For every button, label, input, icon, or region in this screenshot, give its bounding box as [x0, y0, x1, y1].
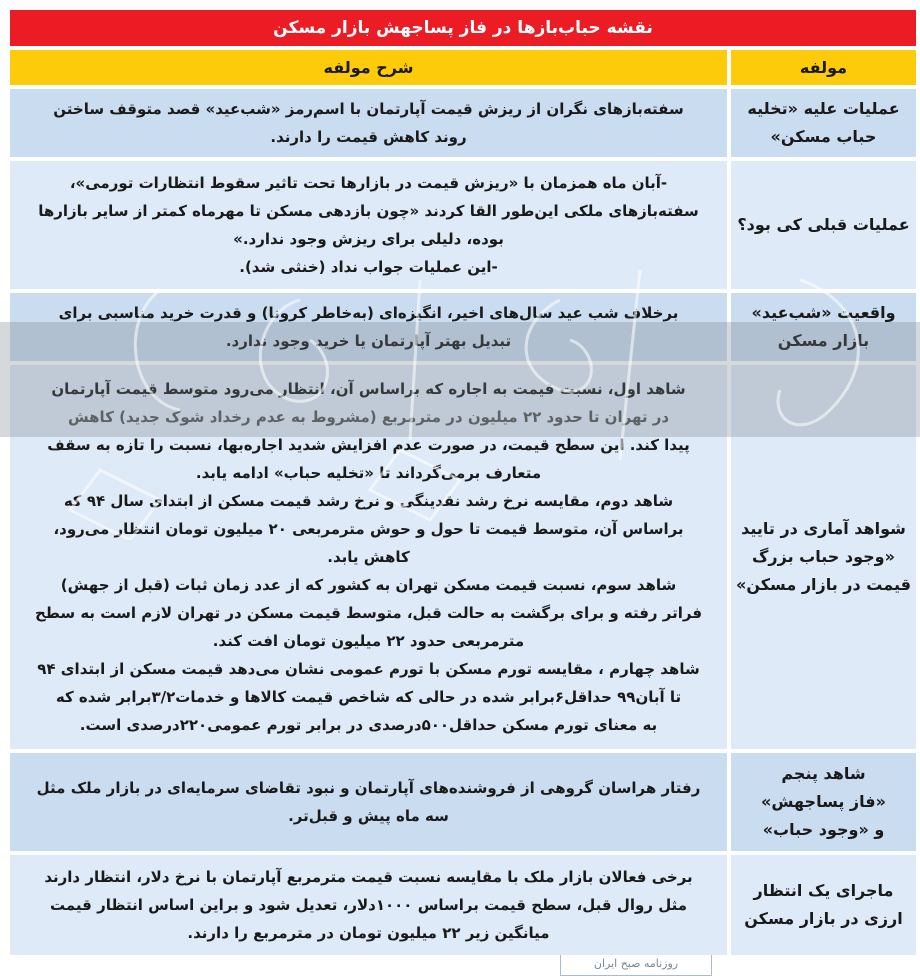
description-line: مترمربعی حدود ۲۲ میلیون تومان افت کند.: [212, 632, 525, 650]
component-line: «وجود حباب بزرگ: [752, 547, 895, 566]
description-line: سفته‌بازهای ملکی این‌طور القا کردند «چون بازدهی مسکن تا مهرماه کمتر از سایر بازارها: [38, 202, 699, 220]
header-row: [10, 50, 916, 85]
row-component: [727, 161, 916, 289]
component-line: و «وجود حباب»: [762, 820, 885, 839]
row-description: [10, 753, 727, 851]
component-line: قیمت در بازار مسکن»: [736, 575, 911, 594]
table-row: [10, 855, 916, 955]
description-line: به معنای تورم مسکن حداقل۵۰۰درصدی در برابر تورم عمومی۲۲۰درصدی است.: [79, 716, 658, 734]
description-line: براساس آن، متوسط قیمت تا حول و حوش مترمربعی ۲۰ میلیون تومان انتظار می‌رود،: [53, 520, 684, 538]
description-line: روند کاهش قیمت را دارند.: [270, 128, 467, 146]
description-line: برخی فعالان بازار ملک با مقایسه نسبت قیمت مترمربع آپارتمان با نرخ دلار، انتظار دارند: [44, 868, 693, 886]
description-line: مثل روال قبل، سطح قیمت براساس ۱۰۰۰دلار، تعدیل شود و براین اساس انتظار قیمت: [50, 896, 687, 914]
description-line: شاهد چهارم ، مقایسه تورم مسکن با تورم عمومی نشان می‌دهد قیمت مسکن از ابتدای ۹۴: [37, 660, 700, 678]
description-line: متعارف برمی‌گرداند تا «تخلیه حباب» ادامه یابد.: [195, 464, 542, 482]
row-description: [10, 365, 727, 749]
description-line: سفته‌بازهای نگران از ریزش قیمت آپارتمان با اسم‌رمز «شب‌عید» قصد متوقف ساختن: [53, 100, 684, 118]
component-line: ارزی در بازار مسکن: [744, 909, 903, 928]
component-line: عملیات علیه «تخلیه: [747, 99, 900, 118]
table-title: نقشه حباب‌بازها در فاز پساجهش بازار مسکن: [10, 10, 916, 46]
table-container: [10, 10, 916, 959]
description-line: برخلاف شب عید سال‌های اخیر، انگیزه‌ای (به‌خاطر کرونا) و قدرت خرید مناسبی برای: [58, 304, 679, 322]
description-line: شاهد دوم، مقایسه نرخ رشد نقدینگی و نرخ رشد قیمت مسکن از ابتدای سال ۹۴ که: [63, 492, 674, 510]
description-line: بوده، دلیلی برای ریزش وجود ندارد.»: [233, 230, 504, 248]
row-description: [10, 293, 727, 361]
description-line: تبدیل بهتر آپارتمان یا خرید وجود ندارد.: [225, 332, 512, 350]
watermark-stamp: روزنامه صبح ایران: [560, 952, 712, 976]
description-line: سه ماه پیش و قبل‌تر.: [288, 807, 449, 825]
description-line: رفتار هراسان گروهی از فروشنده‌های آپارتمان و نبود تقاضای سرمایه‌ای در بازار ملک مثل: [36, 779, 701, 797]
description-line: میانگین زیر ۲۲ میلیون تومان در مترمربع را دارند.: [187, 924, 550, 942]
description-line: -این عملیات جواب نداد (خنثی شد).: [239, 258, 498, 276]
header-component: مولفه: [727, 50, 916, 85]
row-component: [727, 753, 916, 851]
description-line: تا آبان۹۹ حداقل۶برابر شده در حالی که شاخص قیمت کالاها و خدمات۳/۲برابر شده که: [55, 688, 682, 706]
component-line: واقعیت «شب‌عید»: [751, 303, 896, 322]
component-line: ماجرای یک انتظار: [753, 881, 894, 900]
row-component: [727, 89, 916, 157]
table-row: [10, 89, 916, 157]
component-line: بازار مسکن: [777, 331, 870, 350]
description-line: پیدا کند. این سطح قیمت، در صورت عدم افزایش شدید اجاره‌بها، نسبت را تازه به سقف: [47, 436, 690, 454]
row-component: [727, 293, 916, 361]
row-component: [727, 855, 916, 955]
description-line: شاهد اول، نسبت قیمت به اجاره که براساس آن، انتظار می‌رود متوسط قیمت آپارتمان: [51, 380, 686, 398]
table-row: [10, 293, 916, 361]
row-description: [10, 161, 727, 289]
component-line: «فاز پساجهش»: [761, 792, 886, 811]
component-line: شاهد پنجم: [781, 764, 866, 783]
component-line: عملیات قبلی کی بود؟: [737, 215, 910, 234]
description-line: در تهران تا حدود ۲۲ میلیون در مترمربع (مشروط به عدم رخداد شوک جدید) کاهش: [67, 408, 670, 426]
description-line: فراتر رفته و برای برگشت به حالت قبل، متوسط قیمت مسکن در تهران لازم است به سطح: [34, 604, 703, 622]
description-line: کاهش یابد.: [327, 548, 410, 566]
row-component: [727, 365, 916, 749]
component-line: حباب مسکن»: [770, 127, 877, 146]
table-row: [10, 365, 916, 749]
bubble-map-table: [10, 46, 916, 959]
table-row: [10, 161, 916, 289]
description-line: -آبان ماه همزمان با «ریزش قیمت در بازارها تحت تاثیر سقوط انتظارات تورمی»،: [69, 174, 668, 192]
row-description: [10, 855, 727, 955]
description-line: شاهد سوم، نسبت قیمت مسکن تهران به کشور که از عدد زمان ثبات (قبل از جهش): [60, 576, 677, 594]
component-line: شواهد آماری در تایید: [741, 519, 906, 538]
table-row: [10, 753, 916, 851]
header-description: شرح مولفه: [10, 50, 727, 85]
row-description: [10, 89, 727, 157]
